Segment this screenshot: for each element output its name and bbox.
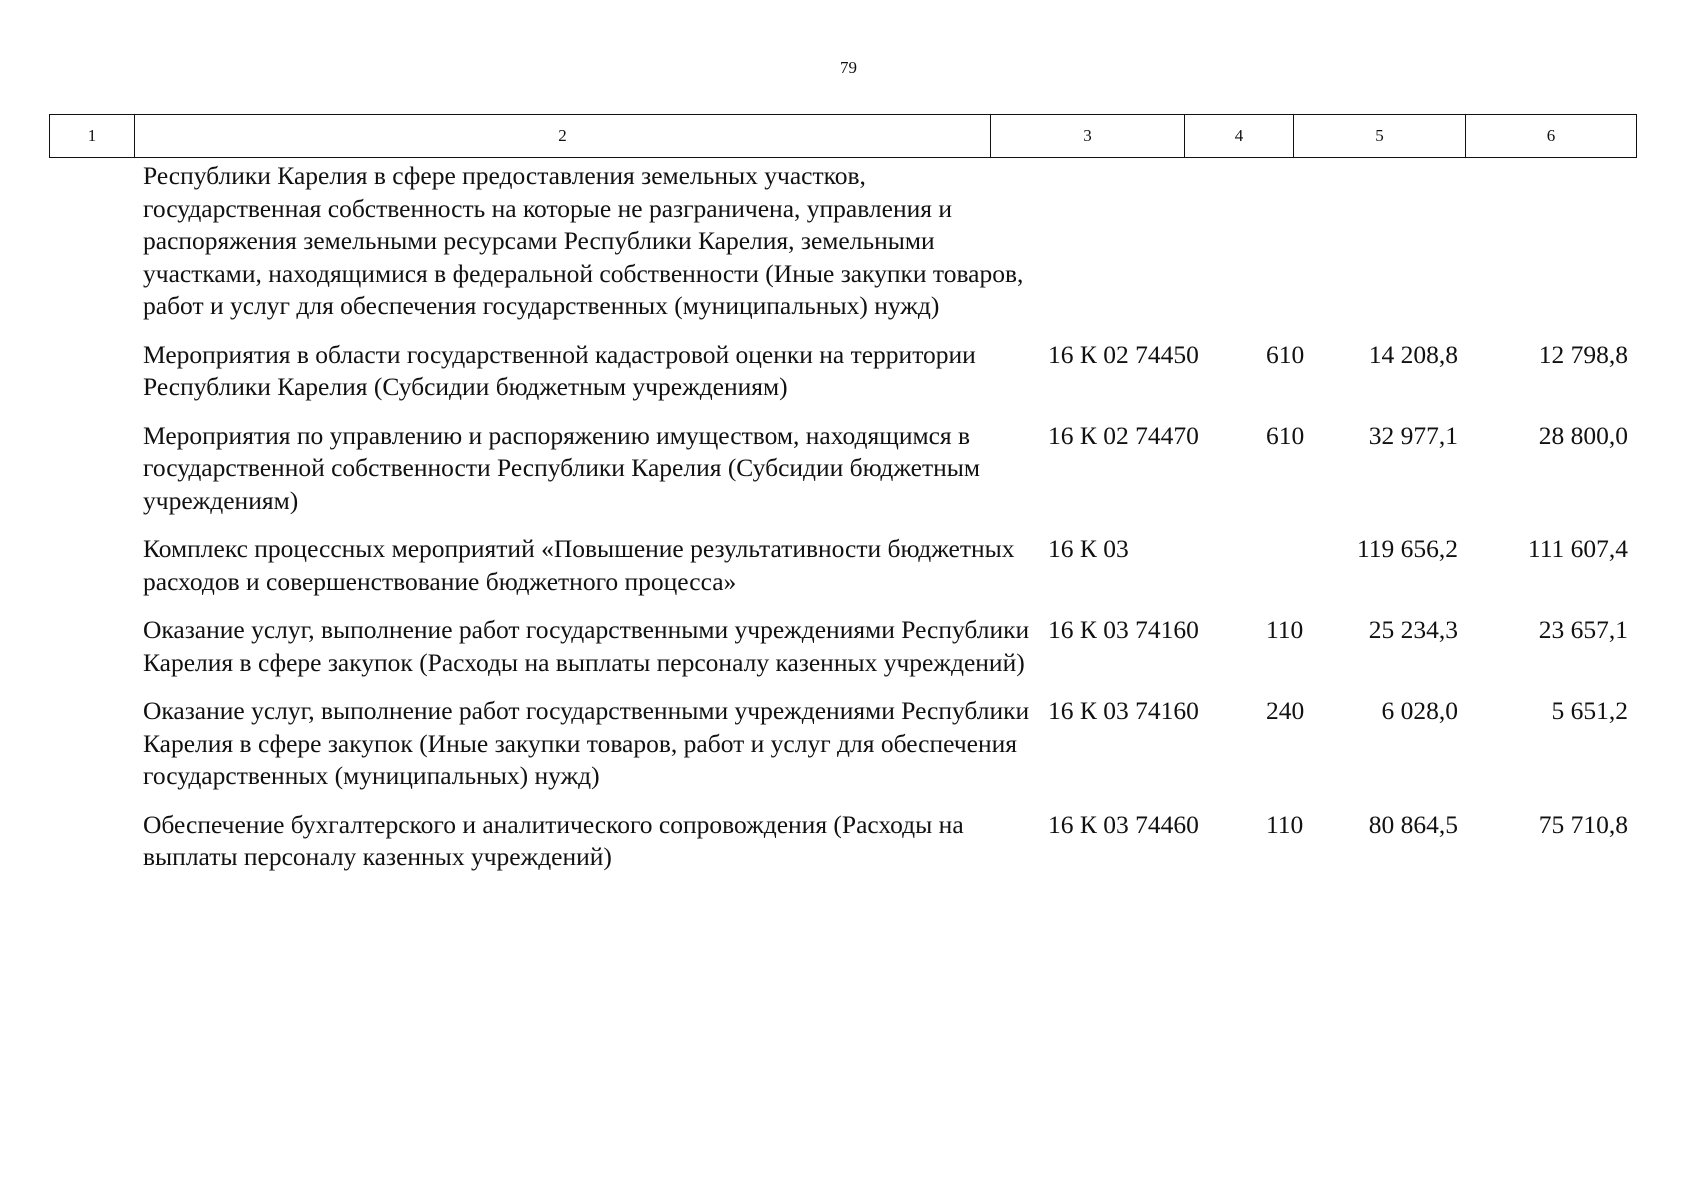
row-target-code: 16 К 02 74470 <box>1048 420 1199 450</box>
row-target-code: 16 К 03 74460 <box>1048 809 1199 839</box>
row-amount-col6: 5 651,2 <box>1551 696 1628 725</box>
table-row <box>49 695 1636 809</box>
row-description: Мероприятия по управлению и распоряжению имуществом, находящимся в государственной собственности Республики Карелия (Субсидии бюджетным учреждениям) <box>143 420 981 515</box>
table-row <box>49 809 1636 890</box>
row-amount-col6: 23 657,1 <box>1538 615 1628 644</box>
row-description: Оказание услуг, выполнение работ государственными учреждениями Республики Карелия в сфере закупок (Иные закупки товаров, работ и услуг для обеспечения государственных (муниципальных) нужд) <box>143 696 1030 790</box>
row-expense-type: 610 <box>1266 420 1305 450</box>
row-expense-type: 110 <box>1266 809 1304 839</box>
row-expense-type: 110 <box>1266 615 1304 644</box>
row-amount-col5: 80 864,5 <box>1368 809 1458 839</box>
row-amount-col6 <box>1466 160 1636 339</box>
column-number-3: 3 <box>991 115 1185 158</box>
row-description: Обеспечение бухгалтерского и аналитического сопровождения (Расходы на выплаты персоналу казенных учреждений) <box>143 809 964 871</box>
row-expense-type: 610 <box>1266 339 1305 369</box>
row-target-code: 16 К 03 <box>1048 534 1129 563</box>
row-amount-col5: 6 028,0 <box>1381 696 1458 725</box>
table-row <box>49 614 1636 695</box>
row-description: Республики Карелия в сфере предоставления земельных участков, государственная собственность на которые не разграничена, управления и распоряжения земельными ресурсами Республики Карелия, земельными участками, находящимися в федеральной собственности (Иные закупки товаров, работ и услуг для обеспечения государственных (муниципальных) нужд) <box>143 161 1024 320</box>
column-number-6: 6 <box>1466 115 1637 158</box>
table-row <box>49 339 1636 420</box>
page-number: 79 <box>840 58 857 77</box>
column-number-row <box>50 115 1637 158</box>
budget-table <box>49 160 1636 890</box>
row-description: Комплекс процессных мероприятий «Повышение результативности бюджетных расходов и совершенствование бюджетного процесса» <box>143 534 1015 596</box>
column-number-4: 4 <box>1185 115 1294 158</box>
row-amount-col5: 32 977,1 <box>1368 420 1458 450</box>
row-amount-col5: 14 208,8 <box>1368 339 1458 369</box>
column-header-table <box>49 114 1637 158</box>
row-target-code: 16 К 02 74450 <box>1048 339 1199 369</box>
row-expense-type <box>1233 160 1342 339</box>
row-description: Мероприятия в области государственной кадастровой оценки на территории Республики Карелия (Субсидии бюджетным учреждениям) <box>143 339 976 401</box>
row-target-code: 16 К 03 74160 <box>1048 696 1199 725</box>
row-amount-col5: 25 234,3 <box>1368 615 1458 644</box>
row-amount-col5: 119 656,2 <box>1356 534 1458 563</box>
table-row <box>49 533 1636 614</box>
row-target-code: 16 К 03 74160 <box>1048 615 1199 644</box>
table-row <box>49 420 1636 534</box>
row-amount-col6: 75 710,8 <box>1538 809 1628 839</box>
column-number-1: 1 <box>50 115 135 158</box>
row-target-code <box>1039 160 1233 339</box>
row-amount-col6: 12 798,8 <box>1538 339 1628 369</box>
row-amount-col6: 28 800,0 <box>1538 420 1628 450</box>
row-expense-type: 240 <box>1266 696 1305 725</box>
row-amount-col5 <box>1342 160 1466 339</box>
column-number-2: 2 <box>135 115 991 158</box>
row-description: Оказание услуг, выполнение работ государственными учреждениями Республики Карелия в сфере закупок (Расходы на выплаты персоналу казенных учреждений) <box>143 615 1030 677</box>
row-expense-type <box>1233 533 1342 614</box>
column-number-5: 5 <box>1294 115 1466 158</box>
table-row <box>49 160 1636 339</box>
row-amount-col6: 111 607,4 <box>1527 534 1628 563</box>
